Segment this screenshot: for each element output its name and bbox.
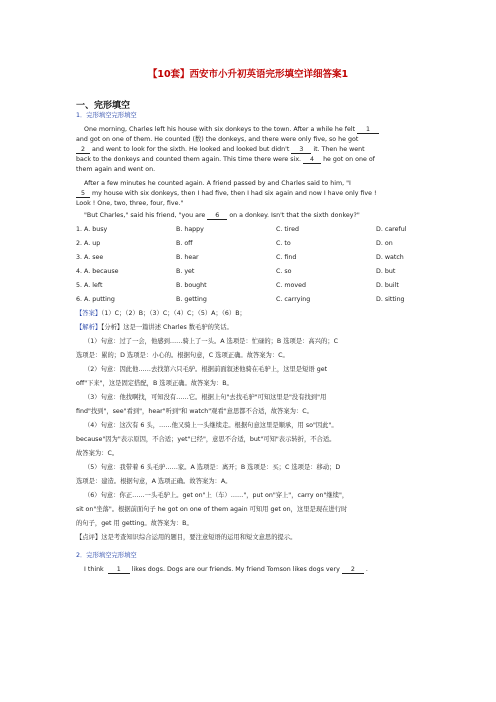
analysis-line: 选项是：累的；D 选项是：小心的。根据句意，C 选项正确。故答案为：C。 [76, 352, 289, 359]
blank-1: 1 [108, 566, 130, 574]
passage-line: back to the donkeys and counted them again. This time there were six. 4 he got on one of [76, 156, 375, 163]
passage-line: Look ! One, two, three, four, five." [76, 200, 184, 207]
passage-line: One morning, Charles left his house with six donkeys to the town. After a while he felt 1 [84, 126, 428, 134]
blank-6: 6 [207, 212, 227, 220]
analysis-line: （2）句意：因此他……去找第六只毛驴。根据前面叙述他骑在毛驴上，这里是短语 get [84, 366, 328, 373]
passage-line: and got on one of them. He counted (数) the donkeys, and there were only five, so he got [76, 136, 359, 143]
blank-2: 2 [342, 566, 364, 574]
analysis-intro: 【解析】【分析】这是一篇讲述 Charles 数毛驴的笑话。 [76, 324, 233, 331]
blank-4: 4 [303, 156, 321, 164]
analysis-line: sit on"坐落"。根据前面句子 he got on one of them again 可知用 get on，这里是现在进行时 [76, 506, 348, 513]
passage-line: I think 1 likes dogs. Dogs are our friends. My friend Tomson likes dogs very 2 . [84, 566, 368, 573]
analysis-line: 选项是：建造。根据句意，A 选项正确。故答案为：A。 [76, 478, 232, 485]
blank-1: 1 [357, 126, 379, 134]
option-row: 2. A. up B. off C. to D. on [76, 240, 393, 247]
option-row: 6. A. putting B. getting C. carrying D. sitting [76, 296, 405, 303]
option-row: 5. A. left B. bought C. moved D. built [76, 282, 399, 289]
blank-5: 5 [76, 190, 90, 198]
option-row: 1. A. busy B. happy C. tired D. careful [76, 226, 407, 233]
analysis-line: off"下来"，这是固定搭配，B 选项正确。故答案为：B。 [76, 380, 233, 387]
comment-line: 【点评】这是考查知识综合运用的题目，要注意短语的运用和短文意思的提示。 [76, 534, 297, 541]
blank-2: 2 [76, 146, 90, 154]
passage-line: them again and went on. [76, 166, 156, 173]
question-number: 2．完形填空完形填空 [76, 552, 137, 559]
passage-line: "But Charles," said his friend, "you are 6 on a donkey. Isn't that the sixth donkey?" [84, 212, 360, 219]
passage-line: 2 and went to look for the sixth. He looked and looked but didn't 3 it. Then he went [76, 146, 420, 154]
analysis-line: （4）句意：这次有 6 头，……他又骑上一头继续走。根据句意这里是顺承，用 so"因此"。 [84, 422, 338, 429]
analysis-line: （1）句意：过了一会，他感到……骑上了一头。A 选项是：忙碌的；B 选项是：高兴的；C [84, 338, 339, 345]
analysis-line: （3）句意：他找啊找，可知没有……它。根据上句"去找毛驴"可知这里是"没有找到"用 [84, 394, 327, 401]
analysis-line: 的句子，get 用 getting。故答案为：B。 [76, 520, 193, 527]
passage-line: After a few minutes he counted again. A friend passed by and Charles said to him, "I [84, 180, 351, 187]
analysis-line: because"因为"表示原因，不合适；yet"已经"，意思不合适，but"可知"表示转折，不合适。 [76, 436, 336, 443]
section-heading: 一、完形填空 [76, 101, 131, 111]
passage-line: 5 my house with six donkeys, then I had five, then I had six again and now I have only five ! [76, 190, 420, 198]
analysis-line: 故答案为：C。 [76, 450, 119, 457]
answer-line: 【答案】（1）C；（2）B；（3）C；（4）C；（5）A；（6）B； [76, 310, 246, 317]
page-title: 【10套】西安市小升初英语完形填空详细答案1 [147, 69, 349, 80]
question-number: 1．完形填空完形填空 [76, 112, 137, 119]
analysis-line: （6）句意：你正……一头毛驴上。get on"上（车）……"，put on"穿上"，carry on"继续"， [84, 492, 349, 499]
analysis-line: find"找到"，see"看到"，hear"听到"和 watch"观看"意思都不合适，故答案为：C。 [76, 408, 313, 415]
analysis-line: （5）句意：我带着 6 头毛驴……家。A 选项是：离开；B 选项是：买；C 选项是：移动；D [84, 464, 341, 471]
blank-3: 3 [291, 146, 311, 154]
option-row: 3. A. see B. hear C. find D. watch [76, 254, 404, 261]
option-row: 4. A. because B. yet C. so D. but [76, 268, 396, 275]
